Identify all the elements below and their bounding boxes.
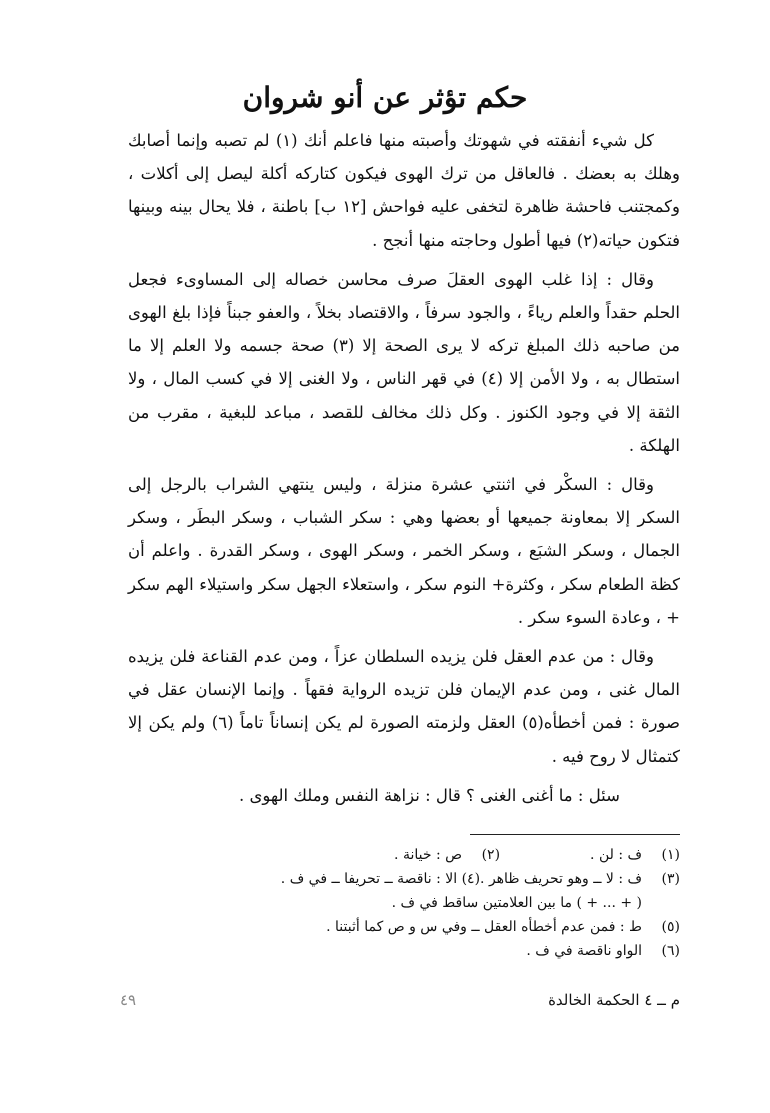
paragraph-5: سئل : ما أغنى الغنى ؟ قال : نزاهة النفس وملك الهوى . xyxy=(238,785,620,805)
footnote-row xyxy=(120,843,680,867)
footnote-number: (٢) xyxy=(481,847,501,863)
footnotes xyxy=(120,843,680,963)
footnote-number xyxy=(642,891,680,915)
footnote-text: ص : خيانة . xyxy=(394,847,463,863)
footnote-spacer xyxy=(500,843,590,867)
footnote-text: ط : فمن عدم أخطأه العقل ــ وفي س و ص كما أثبتنا . xyxy=(326,919,642,935)
page-number: ٤٩ xyxy=(120,991,137,1009)
footnote-number: (٣) xyxy=(661,871,680,887)
paragraph-4: وقال : من عدم العقل فلن يزيده السلطان عزاً ، ومن عدم القناعة فلن يزيده المال غنى ، ومن عدم الإيمان فلن تزيده الرواية فقهاً . وإنما الإنسان عقل في صورة : فمن أخطأه(٥) العقل ولزمته الصورة لم يكن إنساناً تاماً (٦) ولم يكن إلا كتمثال لا روح فيه . xyxy=(128,647,680,766)
page-title: حكم تؤثر عن أنو شروان xyxy=(242,81,528,114)
footnote-text: الواو ناقصة في ف . xyxy=(526,943,642,959)
page-footer xyxy=(120,988,680,1012)
footnote-row xyxy=(120,939,680,963)
footnote-text: ف : لا ــ وهو تحريف ظاهر .(٤) الا : ناقصة ــ تحريفا ــ في ف . xyxy=(280,871,642,887)
paragraph-1: كل شيء أنفقته في شهوتك وأصبته منها فاعلم أنك (١) لم تصبه وإنما أصابك وهلك به بعضك . فالعاقل من ترك الهوى فيكون كتاركه أكلة ليصل إلى أكلات ، وكمجتنب فاحشة ظاهرة لتخفى عليه فواحش [١٢ ب] باطنة ، فلا يحال بينه وبينها فتكون حياته(٢) فيها أطول وحاجته منها أنجح . xyxy=(128,131,680,250)
body-text xyxy=(128,124,680,818)
footnote-row xyxy=(120,891,680,915)
signature-mark: م ــ ٤ الحكمة الخالدة xyxy=(548,991,680,1009)
footnote-text: ف : لن . xyxy=(590,847,642,863)
paragraph-3: وقال : السكْر في اثنتي عشرة منزلة ، وليس ينتهي الشراب بالرجل إلى السكر إلا بمعاونة جميعها أو بعضها وهي : سكر الشباب ، وسكر البطَر ، وسكر الجمال ، وسكر الشبَع ، وسكر الخمر ، وسكر الهوى ، وسكر القدرة . واعلم أن كظة الطعام سكر ، وكثرة+ النوم سكر ، واستعلاء الجهل سكر واستيلاء الهم سكر + ، وعادة السوء سكر . xyxy=(128,475,680,627)
footnote-row xyxy=(120,915,680,939)
footnote-number: (١) xyxy=(661,847,680,863)
footnote-number: (٥) xyxy=(661,919,680,935)
footnote-divider xyxy=(470,834,680,835)
paragraph-2: وقال : إذا غلب الهوى العقلَ صرف محاسن خصاله إلى المساوىء فجعل الحلم حقداً والعلم رياءً ، والجود سرفاً ، والاقتصاد بخلاً ، والعفو جبناً فإذا بلغ الهوى من صاحبه ذلك المبلغ تركه لا يرى الصحة إلا (٣) صحة جسمه ولا العلم إلا ما استطال به ، ولا الأمن إلا (٤) في قهر الناس ، ولا الغنى إلا في كسب المال ، ولا الثقة إلا في وجود الكنوز . وكل ذلك مخالف للقصد ، مباعد للبغية ، مقرب من الهلكة . xyxy=(128,269,680,455)
footnote-row xyxy=(120,867,680,891)
footnote-text: ( + ... + ) ما بين العلامتين ساقط في ف . xyxy=(391,895,642,911)
footnote-number: (٦) xyxy=(661,943,680,959)
